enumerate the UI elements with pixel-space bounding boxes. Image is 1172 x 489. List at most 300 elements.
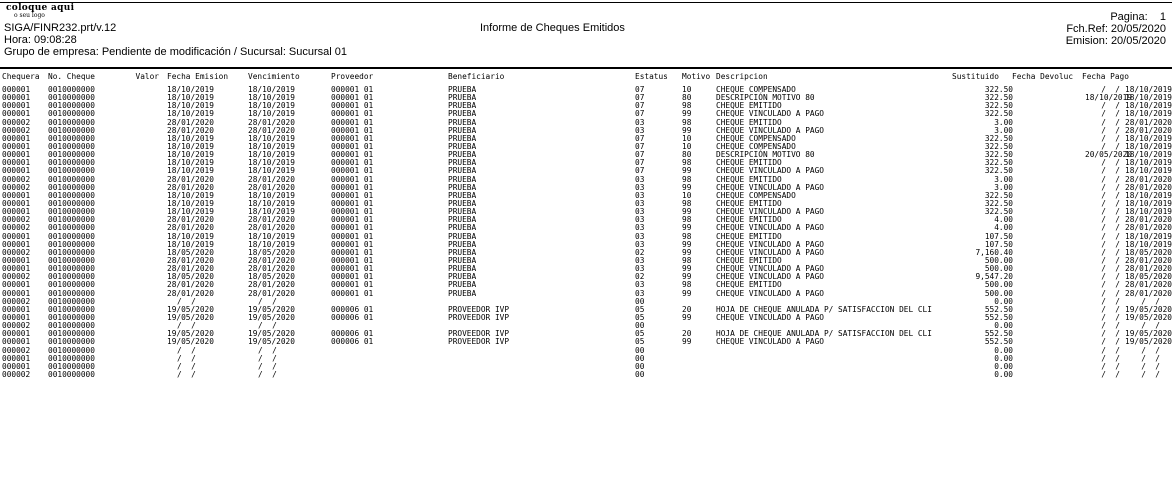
- reference-date: Fch.Ref: 20/05/2020: [1066, 23, 1166, 35]
- cell-proveedor: 000001 01: [331, 190, 374, 200]
- cell-chequera: 000002: [2, 272, 31, 282]
- report-rows: [0, 86, 1172, 379]
- cell-valor: 322.50: [984, 158, 1013, 168]
- cell-valor: 552.50: [984, 304, 1013, 314]
- cell-no-cheque: 0010000000: [48, 174, 95, 184]
- cell-estatus: 00: [635, 353, 645, 363]
- cell-fecha-devoluc: / /: [1101, 247, 1120, 257]
- cell-proveedor: 000001 01: [331, 133, 374, 143]
- cell-chequera: 000001: [2, 101, 31, 111]
- cell-motivo: 98: [682, 101, 692, 111]
- cell-chequera: 000001: [2, 141, 31, 151]
- cell-beneficiario: PRUEBA: [448, 255, 477, 265]
- cell-chequera: 000001: [2, 329, 31, 339]
- cell-estatus: 03: [635, 280, 645, 290]
- cell-chequera: 000002: [2, 247, 31, 257]
- cell-chequera: 000001: [2, 353, 31, 363]
- cell-proveedor: 000006 01: [331, 329, 374, 339]
- cell-fecha-emision: 18/10/2019: [167, 150, 214, 160]
- cell-no-cheque: 0010000000: [48, 141, 95, 151]
- cell-vencimiento: 28/01/2020: [248, 280, 295, 290]
- logo-line-1: coloque aqui: [6, 3, 75, 13]
- cell-fecha-pago: 18/10/2019: [1125, 166, 1172, 176]
- cell-valor: 3.00: [994, 117, 1013, 127]
- cell-fecha-devoluc: 20/05/2020: [1085, 150, 1132, 160]
- cell-no-cheque: 0010000000: [48, 329, 95, 339]
- col-vencimiento: Vencimiento: [248, 72, 300, 81]
- cell-valor: 0.00: [994, 369, 1013, 379]
- cell-fecha-pago: 28/01/2020: [1125, 288, 1172, 298]
- cell-fecha-devoluc: / /: [1101, 215, 1120, 225]
- cell-descripcion: CHEQUE COMPENSADO: [716, 141, 796, 151]
- table-row: [0, 371, 1172, 379]
- cell-estatus: 05: [635, 337, 645, 347]
- cell-beneficiario: PROVEEDOR IVP: [448, 329, 510, 339]
- cell-vencimiento: 18/05/2020: [248, 247, 295, 257]
- cell-no-cheque: 0010000000: [48, 182, 95, 192]
- cell-no-cheque: 0010000000: [48, 223, 95, 233]
- cell-estatus: 03: [635, 255, 645, 265]
- cell-chequera: 000001: [2, 85, 31, 94]
- cell-fecha-emision: / /: [177, 353, 196, 363]
- cell-valor: 7,160.40: [975, 247, 1013, 257]
- cell-estatus: 02: [635, 272, 645, 282]
- cell-descripcion: CHEQUE COMPENSADO: [716, 190, 796, 200]
- cell-beneficiario: PRUEBA: [448, 182, 477, 192]
- cell-motivo: 80: [682, 93, 692, 103]
- cell-vencimiento: / /: [258, 296, 277, 306]
- cell-descripcion: CHEQUE VINCULADO A PAGO: [716, 272, 824, 282]
- cell-fecha-pago: / /: [1141, 353, 1160, 363]
- cell-motivo: 99: [682, 264, 692, 274]
- cell-descripcion: CHEQUE EMITIDO: [716, 280, 782, 290]
- cell-valor: 322.50: [984, 166, 1013, 176]
- cell-proveedor: 000001 01: [331, 239, 374, 249]
- cell-fecha-emision: 28/01/2020: [167, 255, 214, 265]
- cell-descripcion: CHEQUE COMPENSADO: [716, 133, 796, 143]
- cell-beneficiario: PRUEBA: [448, 141, 477, 151]
- cell-beneficiario: PRUEBA: [448, 158, 477, 168]
- cell-no-cheque: 0010000000: [48, 272, 95, 282]
- cell-proveedor: 000001 01: [331, 215, 374, 225]
- cell-fecha-devoluc: / /: [1101, 280, 1120, 290]
- cell-fecha-devoluc: 18/10/2019: [1085, 93, 1132, 103]
- cell-no-cheque: 0010000000: [48, 117, 95, 127]
- cell-descripcion: DESCRIPCIÓN MOTIVO 80: [716, 93, 815, 103]
- cell-chequera: 000001: [2, 337, 31, 347]
- cell-motivo: 99: [682, 337, 692, 347]
- col-proveedor: Proveedor: [331, 72, 374, 81]
- cell-beneficiario: PRUEBA: [448, 247, 477, 257]
- cell-descripcion: CHEQUE EMITIDO: [716, 198, 782, 208]
- cell-fecha-pago: 28/01/2020: [1125, 264, 1172, 274]
- cell-descripcion: CHEQUE VINCULADO A PAGO: [716, 166, 824, 176]
- cell-valor: 322.50: [984, 109, 1013, 119]
- page-number: Pagina: 1: [1110, 11, 1166, 23]
- cell-motivo: 99: [682, 272, 692, 282]
- cell-vencimiento: 18/10/2019: [248, 190, 295, 200]
- cell-no-cheque: 0010000000: [48, 337, 95, 347]
- cell-fecha-pago: 28/01/2020: [1125, 182, 1172, 192]
- cell-fecha-emision: / /: [177, 361, 196, 371]
- cell-descripcion: HOJA DE CHEQUE ANULADA P/ SATISFACCION DEL CLI: [716, 304, 932, 314]
- cell-valor: 322.50: [984, 141, 1013, 151]
- company-logo: [6, 4, 74, 19]
- cell-chequera: 000002: [2, 369, 31, 379]
- cell-fecha-devoluc: / /: [1101, 85, 1120, 94]
- cell-no-cheque: 0010000000: [48, 190, 95, 200]
- cell-vencimiento: 19/05/2020: [248, 312, 295, 322]
- cell-estatus: 05: [635, 304, 645, 314]
- cell-beneficiario: PRUEBA: [448, 231, 477, 241]
- cell-fecha-devoluc: / /: [1101, 133, 1120, 143]
- cell-fecha-emision: / /: [177, 296, 196, 306]
- cell-valor: 4.00: [994, 223, 1013, 233]
- cell-chequera: 000001: [2, 166, 31, 176]
- cell-fecha-emision: 18/10/2019: [167, 109, 214, 119]
- cell-beneficiario: PRUEBA: [448, 174, 477, 184]
- cell-fecha-emision: 18/10/2019: [167, 158, 214, 168]
- cell-motivo: 10: [682, 141, 692, 151]
- cell-no-cheque: 0010000000: [48, 166, 95, 176]
- cell-valor: 3.00: [994, 182, 1013, 192]
- cell-fecha-pago: 18/10/2019: [1125, 239, 1172, 249]
- cell-fecha-devoluc: / /: [1101, 329, 1120, 339]
- cell-fecha-pago: 18/10/2019: [1125, 150, 1172, 160]
- cell-estatus: 03: [635, 215, 645, 225]
- cell-estatus: 00: [635, 345, 645, 355]
- cell-descripcion: CHEQUE EMITIDO: [716, 101, 782, 111]
- cell-motivo: 99: [682, 182, 692, 192]
- cell-estatus: 03: [635, 231, 645, 241]
- cell-valor: 107.50: [984, 239, 1013, 249]
- cell-motivo: 98: [682, 198, 692, 208]
- cell-fecha-pago: 28/01/2020: [1125, 117, 1172, 127]
- cell-descripcion: DESCRIPCIÓN MOTIVO 80: [716, 150, 815, 160]
- cell-chequera: 000001: [2, 158, 31, 168]
- cell-fecha-emision: 28/01/2020: [167, 215, 214, 225]
- cell-beneficiario: PROVEEDOR IVP: [448, 312, 510, 322]
- cell-motivo: 10: [682, 85, 692, 94]
- cell-beneficiario: PRUEBA: [448, 264, 477, 274]
- cell-fecha-emision: 18/10/2019: [167, 133, 214, 143]
- cell-fecha-pago: 28/01/2020: [1125, 223, 1172, 233]
- cell-motivo: 98: [682, 255, 692, 265]
- cell-no-cheque: 0010000000: [48, 247, 95, 257]
- cell-fecha-pago: 28/01/2020: [1125, 280, 1172, 290]
- cell-beneficiario: PRUEBA: [448, 109, 477, 119]
- cell-vencimiento: 28/01/2020: [248, 125, 295, 135]
- cell-estatus: 07: [635, 150, 645, 160]
- cell-vencimiento: 28/01/2020: [248, 255, 295, 265]
- cell-fecha-emision: 18/05/2020: [167, 247, 214, 257]
- cell-fecha-pago: 18/10/2019: [1125, 85, 1172, 94]
- cell-beneficiario: PRUEBA: [448, 223, 477, 233]
- cell-estatus: 03: [635, 264, 645, 274]
- cell-proveedor: 000001 01: [331, 101, 374, 111]
- cell-fecha-emision: 18/10/2019: [167, 198, 214, 208]
- cell-descripcion: CHEQUE VINCULADO A PAGO: [716, 288, 824, 298]
- emission-date: Emision: 20/05/2020: [1065, 35, 1166, 47]
- report-time: Hora: 09:08:28: [4, 34, 77, 46]
- cell-estatus: 03: [635, 198, 645, 208]
- cell-valor: 552.50: [984, 329, 1013, 339]
- cell-beneficiario: PROVEEDOR IVP: [448, 337, 510, 347]
- cell-motivo: 99: [682, 288, 692, 298]
- cell-vencimiento: 18/10/2019: [248, 198, 295, 208]
- cell-valor: 4.00: [994, 215, 1013, 225]
- cell-no-cheque: 0010000000: [48, 296, 95, 306]
- cell-estatus: 00: [635, 321, 645, 331]
- cell-motivo: 10: [682, 133, 692, 143]
- cell-chequera: 000001: [2, 190, 31, 200]
- cell-no-cheque: 0010000000: [48, 198, 95, 208]
- cell-no-cheque: 0010000000: [48, 133, 95, 143]
- cell-no-cheque: 0010000000: [48, 207, 95, 217]
- cell-fecha-devoluc: / /: [1101, 312, 1120, 322]
- col-fecha-pago: Fecha Pago: [1082, 72, 1129, 81]
- cell-valor: 0.00: [994, 321, 1013, 331]
- cell-vencimiento: 19/05/2020: [248, 329, 295, 339]
- cell-fecha-emision: 18/10/2019: [167, 207, 214, 217]
- cell-chequera: 000002: [2, 215, 31, 225]
- cell-estatus: 07: [635, 101, 645, 111]
- cell-fecha-devoluc: / /: [1101, 239, 1120, 249]
- cell-fecha-devoluc: / /: [1101, 304, 1120, 314]
- cell-proveedor: 000001 01: [331, 141, 374, 151]
- cell-fecha-pago: 18/10/2019: [1125, 198, 1172, 208]
- cell-fecha-emision: / /: [177, 321, 196, 331]
- cell-chequera: 000001: [2, 150, 31, 160]
- cell-no-cheque: 0010000000: [48, 304, 95, 314]
- cell-valor: 0.00: [994, 361, 1013, 371]
- cell-fecha-pago: 18/05/2020: [1125, 247, 1172, 257]
- cell-beneficiario: PRUEBA: [448, 93, 477, 103]
- cell-chequera: 000001: [2, 198, 31, 208]
- cell-valor: 322.50: [984, 101, 1013, 111]
- cell-vencimiento: 18/05/2020: [248, 272, 295, 282]
- cell-descripcion: CHEQUE VINCULADO A PAGO: [716, 312, 824, 322]
- cell-proveedor: 000006 01: [331, 312, 374, 322]
- cell-fecha-emision: 28/01/2020: [167, 117, 214, 127]
- cell-fecha-pago: 19/05/2020: [1125, 337, 1172, 347]
- cell-estatus: 05: [635, 312, 645, 322]
- cell-fecha-pago: 19/05/2020: [1125, 312, 1172, 322]
- cell-fecha-emision: 18/10/2019: [167, 85, 214, 94]
- cell-vencimiento: / /: [258, 369, 277, 379]
- cell-fecha-pago: 18/10/2019: [1125, 190, 1172, 200]
- logo-line-2: o seu logo: [14, 12, 45, 19]
- cell-chequera: 000001: [2, 304, 31, 314]
- col-estatus: Estatus: [635, 72, 668, 81]
- cell-proveedor: 000001 01: [331, 93, 374, 103]
- cell-valor: 322.50: [984, 198, 1013, 208]
- cell-beneficiario: PRUEBA: [448, 198, 477, 208]
- cell-fecha-emision: 28/01/2020: [167, 288, 214, 298]
- cell-fecha-devoluc: / /: [1101, 353, 1120, 363]
- cell-valor: 0.00: [994, 345, 1013, 355]
- cell-fecha-emision: 28/01/2020: [167, 174, 214, 184]
- cell-fecha-pago: / /: [1141, 321, 1160, 331]
- cell-no-cheque: 0010000000: [48, 255, 95, 265]
- cell-fecha-devoluc: / /: [1101, 288, 1120, 298]
- cell-vencimiento: 18/10/2019: [248, 166, 295, 176]
- cell-beneficiario: PRUEBA: [448, 288, 477, 298]
- cell-fecha-pago: 19/05/2020: [1125, 329, 1172, 339]
- cell-valor: 3.00: [994, 174, 1013, 184]
- cell-fecha-emision: 28/01/2020: [167, 280, 214, 290]
- cell-fecha-emision: 18/10/2019: [167, 166, 214, 176]
- cell-estatus: 07: [635, 141, 645, 151]
- cell-chequera: 000002: [2, 174, 31, 184]
- cell-proveedor: 000001 01: [331, 117, 374, 127]
- cell-proveedor: 000001 01: [331, 198, 374, 208]
- cell-no-cheque: 0010000000: [48, 109, 95, 119]
- cell-fecha-devoluc: / /: [1101, 117, 1120, 127]
- cell-fecha-devoluc: / /: [1101, 361, 1120, 371]
- cell-proveedor: 000001 01: [331, 109, 374, 119]
- cell-valor: 9,547.20: [975, 272, 1013, 282]
- cell-estatus: 07: [635, 166, 645, 176]
- cell-estatus: 07: [635, 109, 645, 119]
- cell-vencimiento: / /: [258, 345, 277, 355]
- cell-estatus: 03: [635, 223, 645, 233]
- cell-motivo: 20: [682, 304, 692, 314]
- cell-no-cheque: 0010000000: [48, 158, 95, 168]
- cell-proveedor: 000001 01: [331, 125, 374, 135]
- cell-fecha-devoluc: / /: [1101, 255, 1120, 265]
- col-chequera: Chequera: [2, 72, 40, 81]
- cell-no-cheque: 0010000000: [48, 280, 95, 290]
- cell-motivo: 99: [682, 247, 692, 257]
- cell-fecha-pago: 18/10/2019: [1125, 158, 1172, 168]
- cell-no-cheque: 0010000000: [48, 369, 95, 379]
- cell-chequera: 000001: [2, 264, 31, 274]
- cell-fecha-emision: 18/10/2019: [167, 93, 214, 103]
- cell-vencimiento: 18/10/2019: [248, 158, 295, 168]
- cell-proveedor: 000001 01: [331, 150, 374, 160]
- cell-fecha-devoluc: / /: [1101, 321, 1120, 331]
- cell-motivo: 99: [682, 223, 692, 233]
- cell-descripcion: CHEQUE VINCULADO A PAGO: [716, 182, 824, 192]
- cell-fecha-devoluc: / /: [1101, 337, 1120, 347]
- cell-fecha-pago: 18/10/2019: [1125, 231, 1172, 241]
- cell-beneficiario: PRUEBA: [448, 101, 477, 111]
- cell-valor: 322.50: [984, 85, 1013, 94]
- cell-chequera: 000002: [2, 345, 31, 355]
- cell-no-cheque: 0010000000: [48, 85, 95, 94]
- cell-proveedor: 000001 01: [331, 85, 374, 94]
- cell-valor: 0.00: [994, 353, 1013, 363]
- cell-proveedor: 000006 01: [331, 304, 374, 314]
- col-beneficiario: Beneficiario: [448, 72, 505, 81]
- cell-chequera: 000001: [2, 255, 31, 265]
- cell-proveedor: 000001 01: [331, 158, 374, 168]
- cell-beneficiario: PRUEBA: [448, 133, 477, 143]
- cell-fecha-emision: 18/05/2020: [167, 272, 214, 282]
- cell-motivo: 99: [682, 109, 692, 119]
- cell-chequera: 000001: [2, 109, 31, 119]
- cell-fecha-devoluc: / /: [1101, 369, 1120, 379]
- cell-valor: 552.50: [984, 337, 1013, 347]
- cell-estatus: 03: [635, 288, 645, 298]
- cell-beneficiario: PROVEEDOR IVP: [448, 304, 510, 314]
- cell-fecha-devoluc: / /: [1101, 223, 1120, 233]
- cell-fecha-emision: 19/05/2020: [167, 312, 214, 322]
- cell-fecha-devoluc: / /: [1101, 198, 1120, 208]
- cell-chequera: 000002: [2, 125, 31, 135]
- cell-vencimiento: 18/10/2019: [248, 231, 295, 241]
- cell-fecha-emision: 19/05/2020: [167, 304, 214, 314]
- cell-descripcion: HOJA DE CHEQUE ANULADA P/ SATISFACCION DEL CLI: [716, 329, 932, 339]
- cell-estatus: 00: [635, 296, 645, 306]
- cell-chequera: 000001: [2, 239, 31, 249]
- cell-valor: 500.00: [984, 264, 1013, 274]
- cell-fecha-devoluc: / /: [1101, 345, 1120, 355]
- cell-no-cheque: 0010000000: [48, 239, 95, 249]
- cell-fecha-devoluc: / /: [1101, 207, 1120, 217]
- cell-chequera: 000001: [2, 93, 31, 103]
- cell-valor: 500.00: [984, 280, 1013, 290]
- cell-chequera: 000001: [2, 207, 31, 217]
- cell-fecha-pago: 18/10/2019: [1125, 109, 1172, 119]
- cell-beneficiario: PRUEBA: [448, 239, 477, 249]
- cell-beneficiario: PRUEBA: [448, 207, 477, 217]
- program-id: SIGA/FINR232.prt/v.12: [4, 22, 117, 34]
- cell-no-cheque: 0010000000: [48, 264, 95, 274]
- cell-chequera: 000002: [2, 296, 31, 306]
- cell-fecha-devoluc: / /: [1101, 182, 1120, 192]
- cell-no-cheque: 0010000000: [48, 101, 95, 111]
- cell-no-cheque: 0010000000: [48, 361, 95, 371]
- cell-vencimiento: 28/01/2020: [248, 182, 295, 192]
- cell-proveedor: 000001 01: [331, 247, 374, 257]
- cell-vencimiento: 18/10/2019: [248, 239, 295, 249]
- cell-motivo: 98: [682, 280, 692, 290]
- cell-motivo: 98: [682, 215, 692, 225]
- cell-estatus: 02: [635, 247, 645, 257]
- cell-no-cheque: 0010000000: [48, 150, 95, 160]
- cell-fecha-pago: 28/01/2020: [1125, 174, 1172, 184]
- col-descripcion: Descripcion: [716, 72, 768, 81]
- cell-estatus: 07: [635, 133, 645, 143]
- cell-proveedor: 000001 01: [331, 231, 374, 241]
- cell-fecha-pago: 28/01/2020: [1125, 215, 1172, 225]
- cell-no-cheque: 0010000000: [48, 215, 95, 225]
- cell-valor: 322.50: [984, 207, 1013, 217]
- cell-descripcion: CHEQUE VINCULADO A PAGO: [716, 223, 824, 233]
- cell-vencimiento: 18/10/2019: [248, 141, 295, 151]
- cell-estatus: 03: [635, 117, 645, 127]
- col-fecha-emision: Fecha Emision: [167, 72, 229, 81]
- cell-valor: 322.50: [984, 93, 1013, 103]
- cell-descripcion: CHEQUE EMITIDO: [716, 255, 782, 265]
- cell-valor: 500.00: [984, 255, 1013, 265]
- cell-estatus: 07: [635, 93, 645, 103]
- cell-chequera: 000002: [2, 117, 31, 127]
- cell-vencimiento: 18/10/2019: [248, 207, 295, 217]
- cell-proveedor: 000006 01: [331, 337, 374, 347]
- cell-chequera: 000001: [2, 361, 31, 371]
- cell-fecha-pago: 18/10/2019: [1125, 141, 1172, 151]
- cell-descripcion: CHEQUE VINCULADO A PAGO: [716, 125, 824, 135]
- company-group: Grupo de empresa: Pendiente de modificación / Sucursal: Sucursal 01: [4, 46, 348, 58]
- cell-descripcion: CHEQUE EMITIDO: [716, 231, 782, 241]
- cell-vencimiento: 18/10/2019: [248, 109, 295, 119]
- cell-fecha-devoluc: / /: [1101, 166, 1120, 176]
- col-fecha-devoluc: Fecha Devoluc: [1012, 72, 1074, 81]
- cell-fecha-pago: 19/05/2020: [1125, 304, 1172, 314]
